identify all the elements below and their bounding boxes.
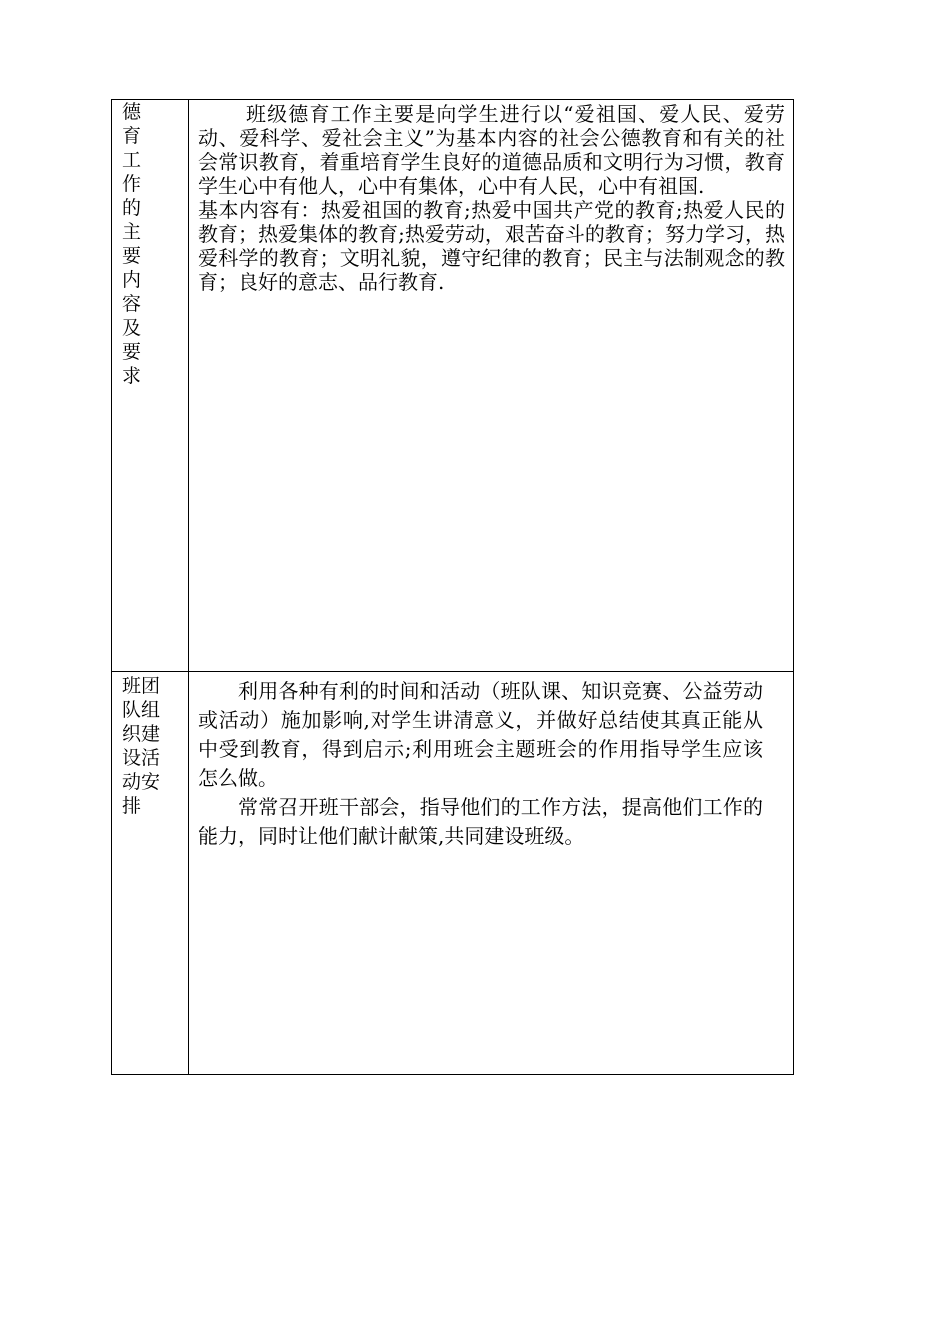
row-content-cell bbox=[189, 100, 794, 672]
paragraph: 基本内容有：热爱祖国的教育;热爱中国共产党的教育;热爱人民的教育；热爱集体的教育;热爱劳动，艰苦奋斗的教育；努力学习，热爱科学的教育；文明礼貌，遵守纪律的教育；民主与法制观念的教育；良好的意志、品行教育. bbox=[198, 198, 785, 294]
content-table bbox=[111, 99, 794, 1075]
paragraph: 利用各种有利的时间和活动（班队课、知识竞赛、公益劳动或活动）施加影响,对学生讲清意义，并做好总结使其真正能从中受到教育，得到启示;利用班会主题班会的作用指导学生应该怎么做。 bbox=[198, 679, 763, 790]
moral-education-content bbox=[198, 102, 785, 294]
row-label-cell bbox=[112, 100, 189, 672]
class-activities-label: 班团队组织建设活动安排 bbox=[122, 675, 161, 817]
moral-education-label: 德育工作的主要内容及要求 bbox=[122, 101, 142, 387]
row-content-cell bbox=[189, 672, 794, 1075]
table-row bbox=[112, 672, 794, 1075]
row-label-cell bbox=[112, 672, 189, 1075]
paragraph: 常常召开班干部会，指导他们的工作方法，提高他们工作的能力，同时让他们献计献策,共同建设班级。 bbox=[198, 795, 763, 848]
paragraph: 班级德育工作主要是向学生进行以“爱祖国、爱人民、爱劳动、爱科学、爱社会主义”为基本内容的社会公德教育和有关的社会常识教育，着重培育学生良好的道德品质和文明行为习惯，教育学生心中有他人，心中有集体，心中有人民，心中有祖国. bbox=[198, 102, 785, 198]
table-row bbox=[112, 100, 794, 672]
class-activities-content bbox=[198, 677, 763, 851]
